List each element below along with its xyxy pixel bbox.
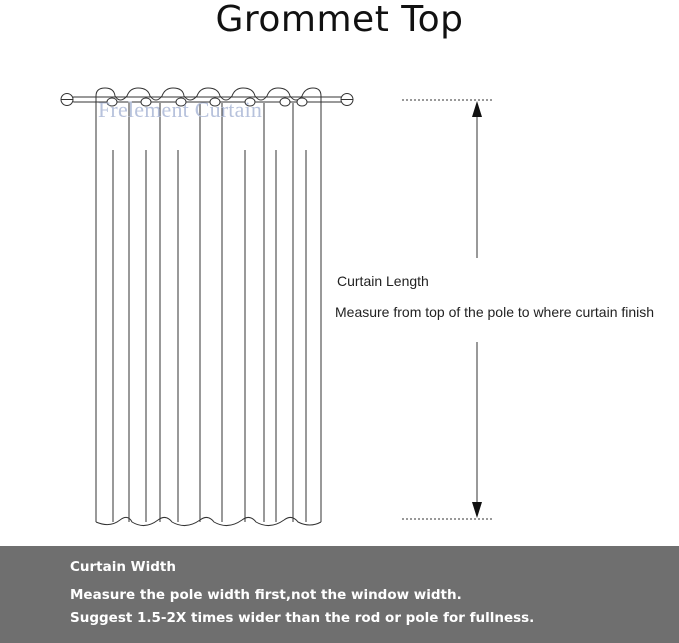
page-title: Grommet Top: [215, 0, 464, 40]
watermark-text: Frelement Curtain: [98, 97, 263, 122]
curtain-width-line-1: Measure the pole width first,not the window width.: [70, 587, 462, 603]
curtain-folds: [113, 103, 306, 522]
curtain-length-note: Measure from top of the pole to where curtain finish: [335, 304, 655, 320]
curtain-length-label: Curtain Length: [337, 273, 429, 289]
curtain-width-heading: Curtain Width: [70, 559, 176, 575]
curtain-width-line-2: Suggest 1.5-2X times wider than the rod or pole for fullness.: [70, 610, 535, 626]
curtain-width-panel: [0, 546, 679, 643]
curtain-body: [96, 88, 321, 526]
